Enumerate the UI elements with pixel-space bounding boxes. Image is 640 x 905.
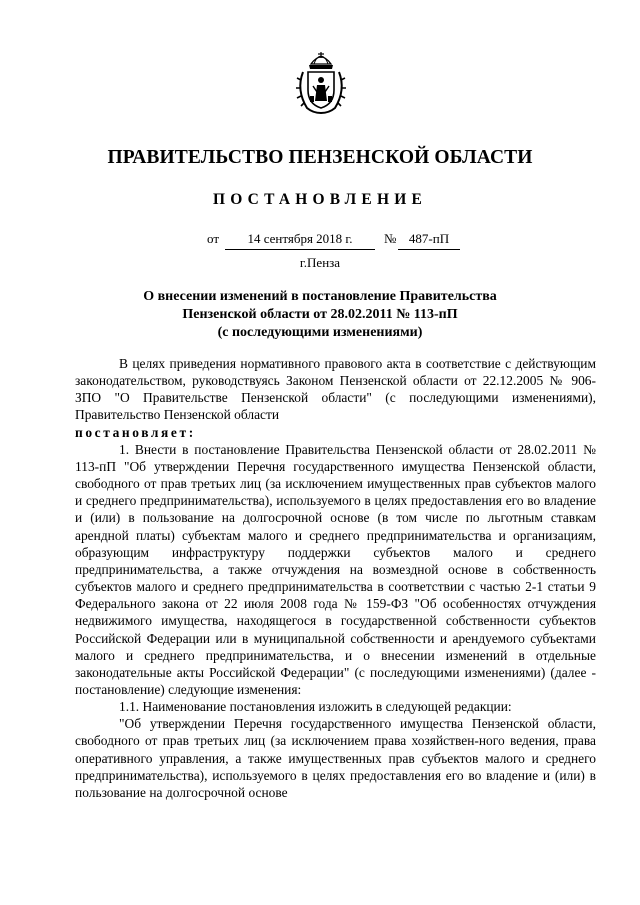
subject-line-2: Пензенской области от 28.02.2011 № 113-пП: [182, 307, 458, 322]
resolves-paragraph: [75, 424, 596, 441]
item-1-paragraph: 1. Внести в постановление Правительства Пензенской области от 28.02.2011 № 113-пП "Об утверждении Перечня государственного имущества Пензенской области, свободного от прав третьих лиц (за исключением имущественных прав субъектов малого и среднего предпринимательства), используемого в целях предоставления его во владение и (или) в пользование на долгосрочной основе (в том числе по льготным ставкам арендной платы) субъектам малого и среднего предпринимательства и организациям, образующим инфраструктуру поддержки субъектов малого и среднего предпринимательства, а также отчуждения на возмездной основе в собственность субъектов малого и среднего предпринимательства в соответствии с частью 2-1 статьи 9 Федерального закона от 22 июля 2008 года № 159-ФЗ "Об особенностях отчуждения недвижимого имущества, находящегося в государственной собственности субъектов Российской Федерации или в муниципальной собственности и арендуемого субъектами малого и среднего предпринимательства, и о внесении изменений в отдельные законодательные акты Российской Федерации" (с последующими изменениями) (далее - постановление) следующие изменения:: [75, 441, 596, 697]
subject-line-1: О внесении изменений в постановление Правительства: [143, 289, 497, 304]
document-type: ПОСТАНОВЛЕНИЕ: [212, 191, 428, 208]
number-prefix: №: [384, 231, 397, 246]
quote-paragraph: "Об утверждении Перечня государственного имущества Пензенской области, свободного от прав третьих лиц (за исключением права хозяйствен-ного ведения, права оперативного управления, а также имущественных прав субъектов малого и среднего предпринимательства), используемого в целях предоставления его во владение и (или) в пользование на долгосрочной основе: [75, 716, 596, 800]
item-1-1-paragraph: 1.1. Наименование постановления изложить в следующей редакции:: [119, 699, 512, 715]
number-value: 487-пП: [398, 229, 460, 250]
document-body: [75, 355, 596, 801]
organization-title: ПРАВИТЕЛЬСТВО ПЕНЗЕНСКОЙ ОБЛАСТИ: [107, 147, 533, 168]
penza-coat-of-arms-icon: [294, 50, 348, 116]
document-subject: [100, 288, 540, 342]
preamble-paragraph: В целях приведения нормативного правового акта в соответствие с действующим законодательством, руководствуясь Законом Пензенской области от 22.12.2005 № 906-ЗПО "О Правительстве Пензенской области" (с последующими изменениями), Правительство Пензенской области: [75, 356, 596, 423]
subject-line-3: (с последующими изменениями): [217, 325, 423, 340]
date-value: 14 сентября 2018 г.: [225, 229, 375, 250]
date-prefix: от: [207, 231, 220, 246]
city: г.Пенза: [299, 255, 341, 270]
resolves-word: постановляет:: [75, 424, 196, 440]
